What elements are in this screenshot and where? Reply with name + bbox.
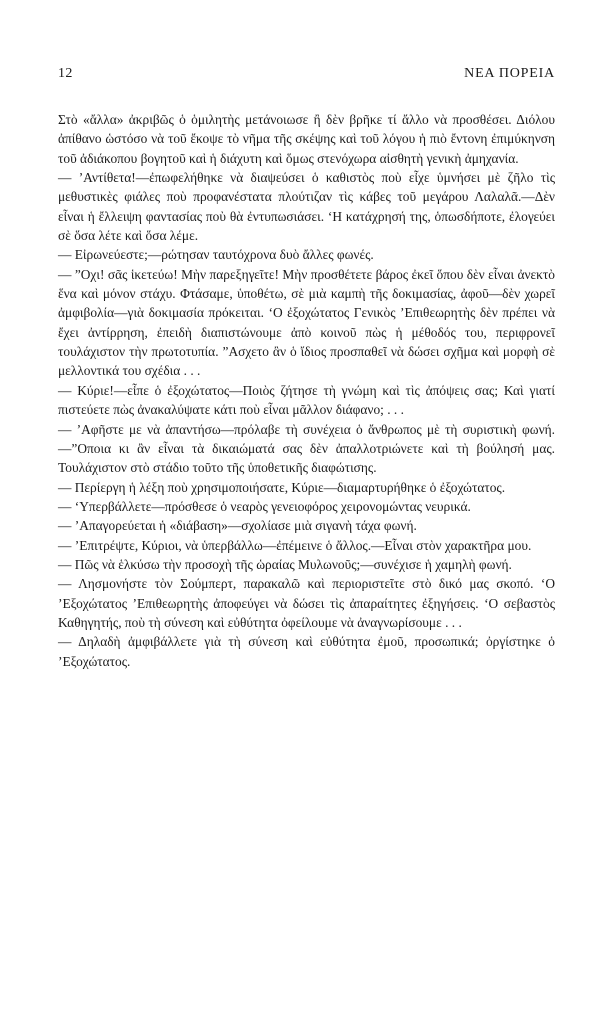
paragraph: — ’Επιτρέψτε, Κύριοι, νὰ ὑπερβάλλω—ἐπέμεινε ὁ ἄλλος.—Εἶναι στὸν χαρακτῆρα μου.: [58, 537, 532, 553]
paragraph: — ’Αντίθετα!—ἐπωφελήθηκε νὰ διαψεύσει ὁ καθιστὸς ποὺ εἶχε ὑμνήσει μὲ ζῆλο τὶς μεθυστικὲς φιάλες ποὺ προφανέστατα πλούτιζαν τὶς κάβες τοῦ μεγάρου Λαλαλᾶ.—Δὲν εἶναι ἡ ἔλλειψη φαντασίας ποὺ θὰ ἐντυπωσιάσει. ‘Η κατάχρησή της, ὁπωσδήποτε, ἐλογεύει σὲ ὅσα λέτε καὶ ὅσα λέμε.: [58, 170, 555, 244]
running-title: ΝΕΑ ΠΟΡΕΙΑ: [464, 66, 555, 81]
body-text: [58, 110, 555, 671]
paragraph: — ’Αφῆστε με νὰ ἀπαντήσω—πρόλαβε τὴ συνέχεια ὁ ἄνθρωπος μὲ τὴ συριστικὴ φωνή.—”Οποια κι ἂν εἶναι τὰ δικαιώματά σας δὲν ἀπαλλοτριώνετε καὶ τὴ βούλησή μας. Τουλάχιστον στὸ στάδιο τοῦτο τῆς ὑποθετικῆς διαφώτισης.: [58, 421, 555, 476]
paragraph: — Κύριε!—εἶπε ὁ ἐξοχώτατος—Ποιὸς ζήτησε τὴ γνώμη καὶ τὶς ἀπόψεις σας; Καὶ γιατί πιστεύετε πὼς ἀνακαλύψατε κάτι ποὺ εἶναι μᾶλλον διάφανο; . . .: [58, 382, 555, 418]
paragraph: Στὸ «ἄλλα» ἀκριβῶς ὁ ὁμιλητὴς μετάνοιωσε ἢ δὲν βρῆκε τί ἄλλο νὰ προσθέσει. Διόλου ἀπίθανο ὡστόσο νὰ τοῦ ἔκοψε τὸ νῆμα τῆς σκέψης καὶ τοῦ λόγου ἡ πιὸ ἔντονη ἐπιμύκηνση τοῦ ἀδιάκοπου βογητοῦ καὶ ἡ διάχυτη καὶ ὅμως στενόχωρα αἰσθητὴ γενικὴ ἀμηχανία.: [58, 112, 555, 166]
paragraph: — ”Οχι! σᾶς ἱκετεύω! Μὴν παρεξηγεῖτε! Μὴν προσθέτετε βάρος ἐκεῖ ὅπου δὲν εἶναι ἀνεκτὸ ἕνα καὶ μόνον στάχυ. Φτάσαμε, ὑποθέτω, σὲ μιὰ καμπὴ τῆς δοκιμασίας, ἀφοῦ—δὲν χωρεῖ ἀμφιβολία—γιὰ δοκιμασία πρόκειται. ‘Ο ἐξοχώτατος Γενικὸς ’Επιθεωρητὴς δὲν πρέπει νὰ ἔχει ἀντίρρηση, ἐπειδὴ διαπιστώνουμε ἀπὸ κοινοῦ πὼς ἡ μέθοδός του, περιφρονεῖ τουλάχιστον τὴν πρωτοτυπία. ”Ασχετο ἂν ὁ ἴδιος προσπαθεῖ νὰ δώσει σχῆμα καὶ μορφὴ σὲ μελλοντικά του σχέδια . . .: [58, 266, 555, 379]
paragraph: — ’Απαγορεύεται ἡ «διάβαση»—σχολίασε μιὰ σιγανὴ τάχα φωνή.: [58, 518, 417, 534]
paragraph: — Εἰρωνεύεστε;—ρώτησαν ταυτόχρονα δυὸ ἄλλες φωνές.: [58, 247, 374, 263]
paragraph: — Περίεργη ἡ λέξη ποὺ χρησιμοποιήσατε, Κύριε—διαμαρτυρήθηκε ὁ ἐξοχώτατος.: [58, 479, 506, 495]
paragraph: — ‘Υπερβάλλετε—πρόσθεσε ὁ νεαρὸς γενειοφόρος χειρονομώντας νευρικά.: [58, 498, 471, 514]
paragraph: — Λησμονήστε τὸν Σούμπερτ, παρακαλῶ καὶ περιοριστεῖτε στὸ δικό μας σκοπό. ‘Ο ’Εξοχώτατος ’Επιθεωρητὴς ἀποφεύγει νὰ δώσει τὶς ἀπαραίτητες ἐξηγήσεις. ‘Ο σεβαστὸς Καθηγητής, ποὺ τὴ σύνεση καὶ εὐθύτητα ὀφείλουμε νὰ ἀναγνωρίσουμε . . .: [58, 576, 555, 630]
paragraph: — Δηλαδὴ ἀμφιβάλλετε γιὰ τὴ σύνεση καὶ εὐθύτητα ἐμοῦ, προσωπικά; ὀργίστηκε ὁ ’Εξοχώτατος.: [58, 634, 555, 669]
page-header: [58, 66, 555, 86]
page-number: 12: [58, 66, 73, 81]
paragraph: — Πῶς νὰ ἑλκύσω τὴν προσοχὴ τῆς ὡραίας Μυλωνοῦς;—συνέχισε ἡ χαμηλὴ φωνή.: [58, 556, 512, 572]
